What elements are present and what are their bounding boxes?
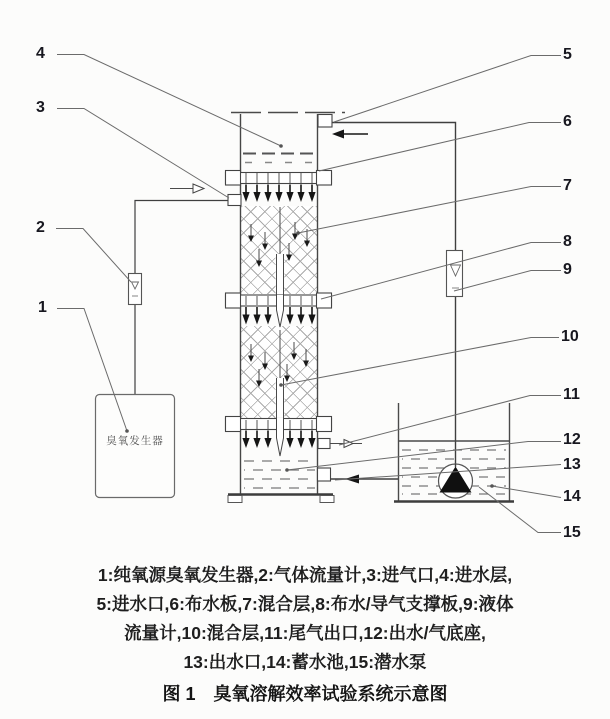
gas-supply-pipe: [135, 201, 228, 395]
callout-10: 10: [561, 328, 579, 345]
callout-6: 6: [563, 113, 572, 130]
bottom-plate: [226, 417, 332, 457]
ozone-generator-label: 臭氧发生器: [106, 435, 164, 447]
figure-title: 图 1 臭氧溶解效率试验系统示意图: [162, 684, 448, 704]
support-plate: [226, 293, 332, 327]
callout-8: 8: [563, 233, 572, 250]
callout-7: 7: [563, 177, 572, 194]
callout-14: 14: [563, 488, 581, 505]
caption-line-4: 13:出水口,14:蓄水池,15:潜水泵: [183, 652, 427, 672]
callout-1: 1: [38, 299, 47, 316]
water-outlet-port: [318, 468, 399, 484]
water-inflow-arrow: [332, 130, 368, 139]
callout-2: 2: [36, 219, 45, 236]
tail-gas-outlet-port: [318, 439, 362, 449]
callout-13: 13: [563, 456, 581, 473]
caption-line-2: 5:进水口,6:布水板,7:混合层,8:布水/导气支撑板,9:液体: [96, 594, 514, 614]
callout-3: 3: [36, 99, 45, 116]
gas-flow-meter: [129, 274, 142, 305]
water-inlet-port: [318, 115, 332, 128]
callout-4: 4: [36, 45, 45, 62]
gas-flow-arrow: [170, 184, 204, 193]
submersible-pump: [439, 464, 473, 498]
water-riser-pipe: [332, 123, 456, 465]
callout-12: 12: [563, 431, 581, 448]
callout-15: 15: [563, 524, 581, 541]
outlet-base-water: [244, 461, 315, 488]
mixing-layer-1-flow: [248, 207, 310, 296]
mixing-layer-2-flow: [248, 330, 309, 419]
callout-5: 5: [563, 46, 572, 63]
callout-9: 9: [563, 261, 572, 278]
caption-line-1: 1:纯氧源臭氧发生器,2:气体流量计,3:进气口,4:进水层,: [97, 565, 513, 585]
caption-line-3: 流量计,10:混合层,11:尾气出口,12:出水/气底座,: [124, 623, 486, 643]
gas-inlet-port: [228, 195, 241, 206]
inlet-water-layer: [243, 154, 316, 163]
callout-11: 11: [563, 386, 580, 403]
figure-caption: [0, 561, 610, 709]
